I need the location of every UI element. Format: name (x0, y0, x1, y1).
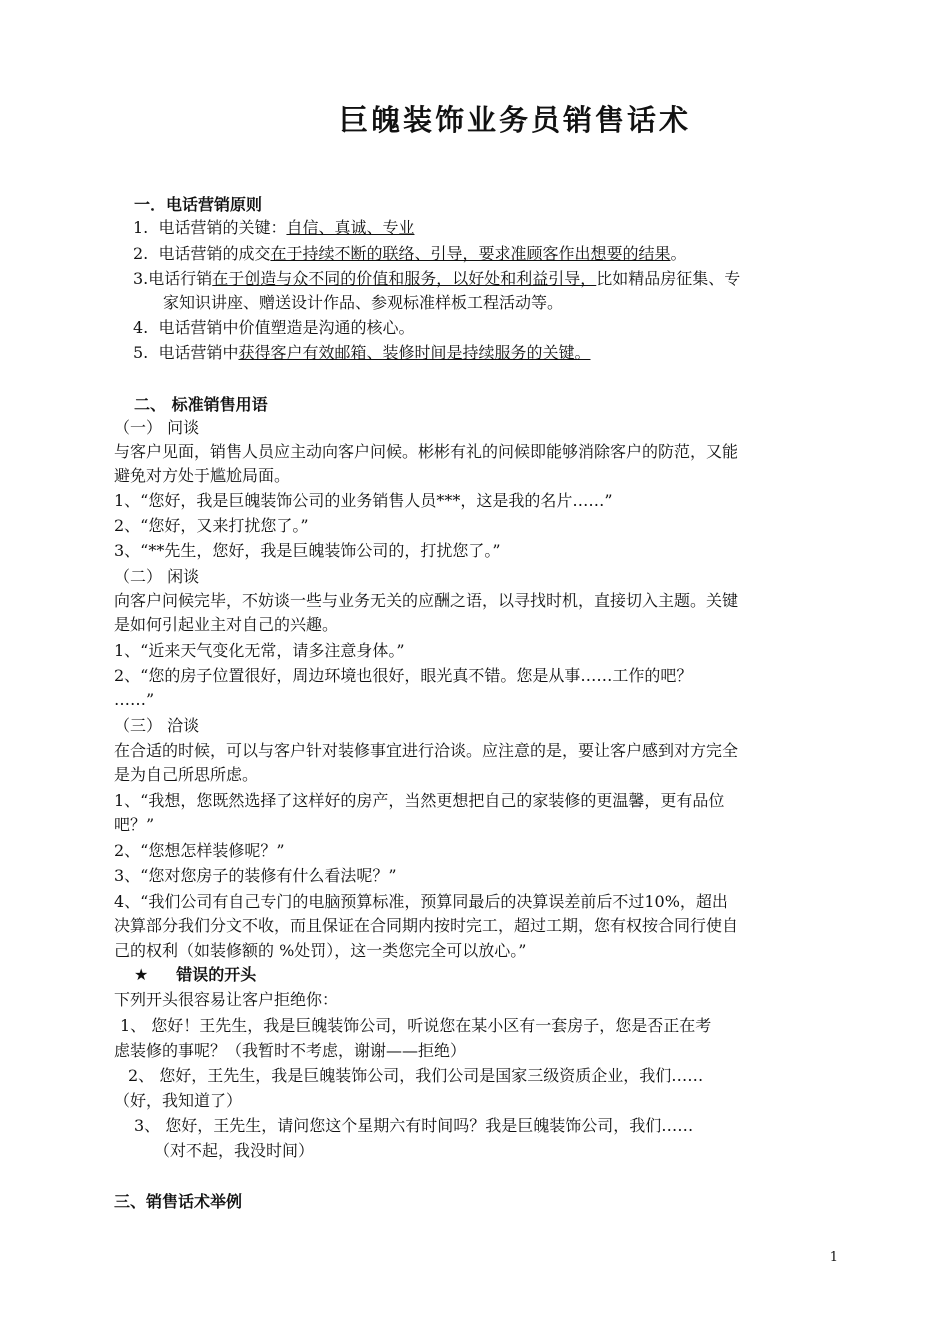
section2-heading: 二、 标准销售用语 (134, 395, 268, 414)
wrong-line-5: 3、 您好，王先生，请问您这个星期六有时间吗？我是巨魄装饰公司，我们…… (134, 1116, 694, 1135)
sub2-line-2: 2、“您的房子位置很好，周边环境也很好，眼光真不错。您是从事……工作的吧？ (114, 666, 693, 685)
wrong-line-6: （对不起，我没时间） (154, 1141, 315, 1160)
sub3-line-5: 4、“我们公司有自己专门的电脑预算标准，预算同最后的决算误差前后不过10%，超出 (114, 892, 728, 911)
sub2-intro-1: 向客户问候完毕，不妨谈一些与业务无关的应酬之语，以寻找时机，直接切入主题。关键 (114, 591, 739, 610)
section1-item-4: 4. 电话营销中价值塑造是沟通的核心。 (133, 318, 415, 337)
section1-heading: 一．电话营销原则 (134, 195, 263, 214)
sub2-intro-2: 是如何引起业主对自己的兴趣。 (114, 615, 339, 634)
sub2-line-1: 1、“近来天气变化无常，请多注意身体。” (114, 641, 405, 660)
sub1-intro-1: 与客户见面，销售人员应主动向客户问候。彬彬有礼的问候即能够消除客户的防范，又能 (114, 442, 739, 461)
star-icon: ★ (134, 965, 149, 984)
sub3-line-1: 1、“我想，您既然选择了这样好的房产，当然更想把自己的家装修的更温馨，更有品位 (114, 791, 725, 810)
wrong-line-1: 1、 您好！王先生，我是巨魄装饰公司，听说您在某小区有一套房子，您是否正在考 (120, 1016, 712, 1035)
section1-item-5: 5. 电话营销中获得客户有效邮箱、装修时间是持续服务的关键。 (133, 343, 591, 362)
section1-item-3: 3.电话行销在于创造与众不同的价值和服务，以好处和利益引导，比如精品房征集、专 (133, 269, 741, 288)
section1-item-3-cont: 家知识讲座、赠送设计作品、参观标准样板工程活动等。 (163, 293, 564, 312)
sub3-intro-2: 是为自己所思所虑。 (114, 765, 259, 784)
sub1-line-3: 3、“**先生，您好，我是巨魄装饰公司的，打扰您了。” (114, 541, 501, 560)
sub3-line-4: 3、“您对您房子的装修有什么看法呢？” (114, 866, 397, 885)
sub3-line-3: 2、“您想怎样装修呢？” (114, 841, 285, 860)
sub1-line-1: 1、“您好，我是巨魄装饰公司的业务销售人员***，这是我的名片……” (114, 491, 613, 510)
sub2-line-3: ……” (114, 690, 155, 709)
wrong-intro: 下列开头很容易让客户拒绝你： (114, 990, 339, 1009)
page-number: 1 (829, 1250, 838, 1265)
page-title: 巨魄装饰业务员销售话术 (338, 103, 691, 137)
sub3-line-2: 吧？” (114, 815, 155, 834)
sub1-label: （一） 问谈 (114, 418, 200, 437)
section1-item-2: 2. 电话营销的成交在于持续不断的联络、引导，要求准顾客作出想要的结果。 (133, 244, 687, 263)
sub3-intro-1: 在合适的时候，可以与客户针对装修事宜进行洽谈。应注意的是，要让客户感到对方完全 (114, 741, 739, 760)
sub1-line-2: 2、“您好，又来打扰您了。” (114, 516, 309, 535)
wrong-line-4: （好，我知道了） (114, 1091, 243, 1110)
sub3-label: （三） 洽谈 (114, 716, 200, 735)
wrong-heading: ★ 错误的开头 (134, 965, 257, 984)
section1-item-1: 1. 电话营销的关键：自信、真诚、专业 (133, 218, 415, 237)
sub3-line-7: 己的权利（如装修额的 %处罚），这一类您完全可以放心。” (114, 941, 527, 960)
sub1-intro-2: 避免对方处于尴尬局面。 (114, 466, 291, 485)
sub3-line-6: 决算部分我们分文不收，而且保证在合同期内按时完工，超过工期，您有权按合同行使自 (114, 916, 739, 935)
section3-heading: 三、销售话术举例 (114, 1192, 243, 1211)
sub2-label: （二） 闲谈 (114, 567, 200, 586)
wrong-line-2: 虑装修的事呢？（我暂时不考虑，谢谢——拒绝） (114, 1041, 467, 1060)
wrong-line-3: 2、 您好，王先生，我是巨魄装饰公司，我们公司是国家三级资质企业，我们…… (128, 1066, 704, 1085)
